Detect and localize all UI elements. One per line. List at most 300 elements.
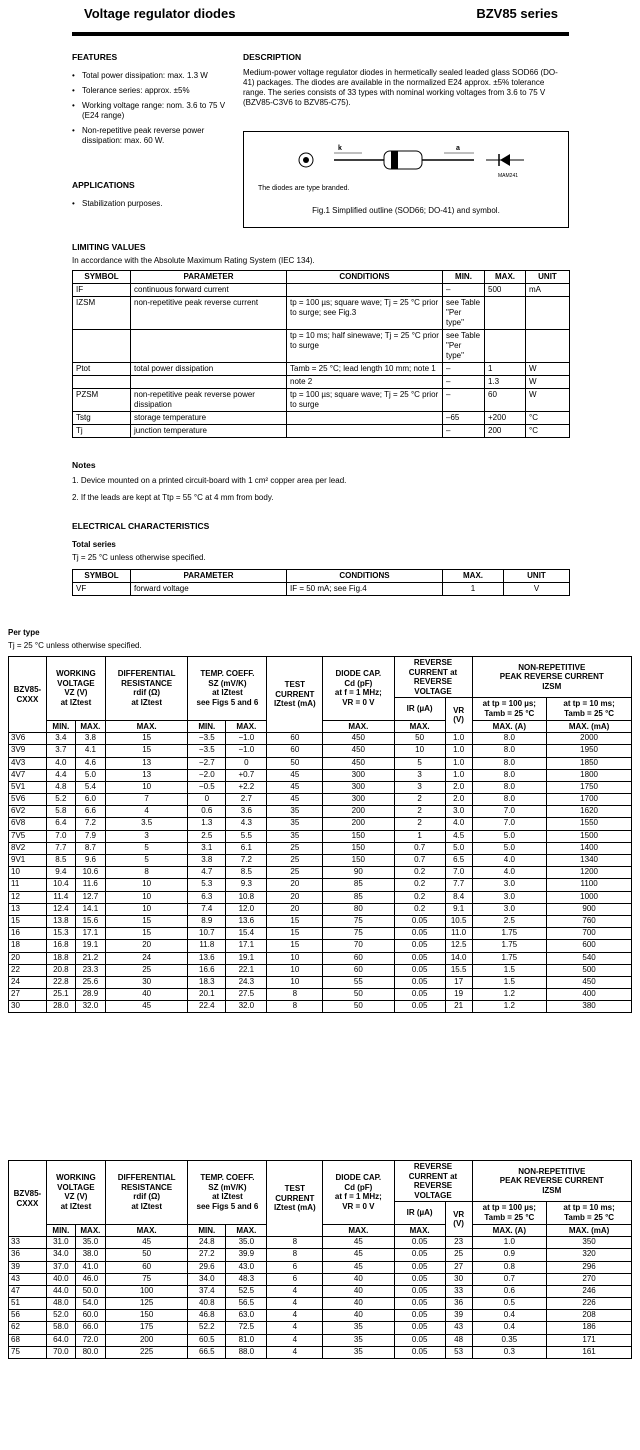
- table-cell: 0.6: [188, 806, 226, 818]
- table-cell: 45: [323, 1237, 394, 1249]
- column-header: WORKING VOLTAGE VZ (V) at IZtest: [46, 1161, 105, 1225]
- table-cell: –: [443, 376, 485, 389]
- table-cell: 10.8: [226, 891, 267, 903]
- table-cell: 0.2: [394, 879, 445, 891]
- table-cell: 45: [105, 1237, 187, 1249]
- table-cell: 16.8: [46, 940, 75, 952]
- table-cell: 12.0: [226, 903, 267, 915]
- table-cell: 0.05: [394, 976, 445, 988]
- table-cell: 21: [445, 1001, 472, 1013]
- column-header: DIFFERENTIAL RESISTANCE rdif (Ω) at IZtest: [105, 1161, 187, 1225]
- table-cell: IF: [73, 284, 131, 297]
- limiting-values-body: [73, 284, 570, 438]
- table-cell: 5.5: [226, 830, 267, 842]
- table-cell: −2.7: [188, 757, 226, 769]
- table-cell: +200: [485, 412, 526, 425]
- table-header-row: [73, 570, 570, 583]
- table-cell: 5.4: [75, 781, 105, 793]
- table-cell: tp = 100 µs; square wave; Tj = 25 °C prior to surge; see Fig.3: [287, 297, 443, 330]
- table-cell: 60.5: [188, 1334, 226, 1346]
- table-cell: 200: [323, 818, 394, 830]
- column-header: REVERSE CURRENT at REVERSE VOLTAGE: [394, 1161, 472, 1202]
- type-cell: 3V6: [9, 733, 47, 745]
- table-cell: 296: [547, 1261, 632, 1273]
- figure-code: MAM241: [498, 173, 519, 179]
- table-cell: PZSM: [73, 389, 131, 412]
- table-cell: 600: [547, 940, 632, 952]
- table-cell: 13: [105, 769, 187, 781]
- column-header: VR (V): [445, 698, 472, 733]
- table-cell: tp = 100 µs; square wave; Tj = 25 °C prior to surge: [287, 389, 443, 412]
- column-header: at tp = 10 ms; Tamb = 25 °C: [547, 1202, 632, 1224]
- table-cell: 3.6: [226, 806, 267, 818]
- table-cell: 52.5: [226, 1285, 267, 1297]
- table-row: [9, 976, 632, 988]
- table-cell: 40.0: [46, 1273, 75, 1285]
- table-cell: continuous forward current: [131, 284, 287, 297]
- table-cell: 81.0: [226, 1334, 267, 1346]
- table-row: [9, 964, 632, 976]
- table-cell: 1550: [547, 818, 632, 830]
- table-cell: 0.5: [472, 1298, 547, 1310]
- table-cell: 0.05: [394, 989, 445, 1001]
- table-cell: 0.8: [472, 1261, 547, 1273]
- table-cell: 11.6: [75, 879, 105, 891]
- table-cell: 0.05: [394, 1001, 445, 1013]
- type-cell: 8V2: [9, 842, 47, 854]
- table-row: [9, 745, 632, 757]
- table-cell: 16.6: [188, 964, 226, 976]
- table-cell: 1.0: [445, 745, 472, 757]
- table-cell: 2000: [547, 733, 632, 745]
- table-cell: 40: [105, 989, 187, 1001]
- column-header: at tp = 100 µs; Tamb = 25 °C: [472, 698, 547, 720]
- features-section: [72, 52, 237, 151]
- table-cell: 150: [323, 830, 394, 842]
- table-cell: 25: [445, 1249, 472, 1261]
- table-cell: 44.0: [46, 1285, 75, 1297]
- table-row: [9, 1001, 632, 1013]
- table-row: [9, 733, 632, 745]
- table-row: [9, 903, 632, 915]
- table-cell: 30: [445, 1273, 472, 1285]
- column-header: PARAMETER: [131, 570, 287, 583]
- table-cell: 60: [323, 952, 394, 964]
- table-cell: 1.75: [472, 928, 547, 940]
- table-cell: 540: [547, 952, 632, 964]
- table-cell: 46.0: [75, 1273, 105, 1285]
- table-cell: 19: [445, 989, 472, 1001]
- table-cell: 150: [323, 842, 394, 854]
- type-column-header: BZV85- CXXX: [9, 1161, 47, 1237]
- table-cell: 13.6: [188, 952, 226, 964]
- table-cell: 35: [323, 1322, 394, 1334]
- table-cell: 55: [323, 976, 394, 988]
- table-cell: 50.0: [75, 1285, 105, 1297]
- table-cell: 2.7: [226, 794, 267, 806]
- type-cell: 18: [9, 940, 47, 952]
- table-header-row: [9, 1161, 632, 1202]
- table-cell: 7.9: [75, 830, 105, 842]
- table-cell: 27.5: [226, 989, 267, 1001]
- table-cell: 45: [323, 1261, 394, 1273]
- type-cell: 13: [9, 903, 47, 915]
- table-cell: 0.2: [394, 867, 445, 879]
- table-cell: storage temperature: [131, 412, 287, 425]
- table-cell: 45: [323, 1249, 394, 1261]
- table-cell: –: [443, 389, 485, 412]
- table-cell: 0.2: [394, 903, 445, 915]
- table-cell: 8.0: [472, 745, 547, 757]
- applications-section: [72, 180, 237, 214]
- table-cell: 4.1: [75, 745, 105, 757]
- table-cell: IZSM: [73, 297, 131, 330]
- table-cell: 1.0: [445, 769, 472, 781]
- table-row: [9, 769, 632, 781]
- table-cell: 66.0: [75, 1322, 105, 1334]
- column-header: UNIT: [504, 570, 570, 583]
- table-cell: IF = 50 mA; see Fig.4: [287, 583, 443, 596]
- table-cell: 225: [105, 1346, 187, 1358]
- table-cell: 45: [267, 769, 323, 781]
- table-cell: 171: [547, 1334, 632, 1346]
- table-cell: 8.9: [188, 915, 226, 927]
- table-cell: 12.5: [445, 940, 472, 952]
- table-row: [9, 781, 632, 793]
- table-cell: 1: [443, 583, 504, 596]
- table-cell: °C: [526, 412, 570, 425]
- table-cell: 226: [547, 1298, 632, 1310]
- table-cell: see Table "Per type": [443, 330, 485, 363]
- table-row: [9, 842, 632, 854]
- table-cell: 200: [485, 425, 526, 438]
- table-cell: 2.5: [188, 830, 226, 842]
- table-cell: 13.8: [46, 915, 75, 927]
- type-cell: 22: [9, 964, 47, 976]
- table-cell: 270: [547, 1273, 632, 1285]
- table-cell: 50: [323, 989, 394, 1001]
- table-cell: 450: [323, 745, 394, 757]
- table-row: [9, 867, 632, 879]
- table-cell: 0.2: [394, 891, 445, 903]
- table-cell: 10: [267, 964, 323, 976]
- electrical-subheading: Total series: [72, 540, 116, 549]
- table-cell: 2.5: [472, 915, 547, 927]
- table-cell: 3.0: [472, 879, 547, 891]
- column-header: MAX. (A): [472, 1224, 547, 1237]
- table-cell: 10: [394, 745, 445, 757]
- table-cell: 54.0: [75, 1298, 105, 1310]
- table-row: [9, 830, 632, 842]
- table-cell: 500: [547, 964, 632, 976]
- table-cell: 85: [323, 879, 394, 891]
- table-cell: 161: [547, 1346, 632, 1358]
- table-cell: W: [526, 376, 570, 389]
- table-cell: 40: [323, 1298, 394, 1310]
- table-cell: 4.0: [472, 855, 547, 867]
- column-header: MAX.: [226, 1224, 267, 1237]
- column-header: REVERSE CURRENT at REVERSE VOLTAGE: [394, 657, 472, 698]
- applications-list: [72, 199, 237, 209]
- table-cell: 11.4: [46, 891, 75, 903]
- table-cell: 45: [105, 1001, 187, 1013]
- table-cell: 186: [547, 1322, 632, 1334]
- table-cell: 7.0: [472, 818, 547, 830]
- table-cell: 60.0: [75, 1310, 105, 1322]
- table-cell: [526, 330, 570, 363]
- table-cell: 58.0: [46, 1322, 75, 1334]
- table-row: [9, 855, 632, 867]
- table-cell: 8.5: [46, 855, 75, 867]
- type-cell: 27: [9, 989, 47, 1001]
- table-cell: 0.05: [394, 1285, 445, 1297]
- table-cell: 0.4: [472, 1310, 547, 1322]
- table-cell: 3.4: [46, 733, 75, 745]
- table-cell: see Table "Per type": [443, 297, 485, 330]
- table-cell: 2: [394, 806, 445, 818]
- table-cell: 36: [445, 1298, 472, 1310]
- table-cell: 0.05: [394, 1346, 445, 1358]
- table-cell: 13: [105, 757, 187, 769]
- column-header: MAX.: [485, 271, 526, 284]
- table-cell: junction temperature: [131, 425, 287, 438]
- table-cell: 1.75: [472, 952, 547, 964]
- table-cell: 30: [105, 976, 187, 988]
- table-cell: 14.0: [445, 952, 472, 964]
- table-cell: 1800: [547, 769, 632, 781]
- table-cell: 37.4: [188, 1285, 226, 1297]
- table-cell: 8: [267, 1249, 323, 1261]
- table-cell: 31.0: [46, 1237, 75, 1249]
- table-cell: 1340: [547, 855, 632, 867]
- table-row: [9, 1346, 632, 1358]
- type-cell: 51: [9, 1298, 47, 1310]
- table-cell: [485, 297, 526, 330]
- table-cell: W: [526, 389, 570, 412]
- table-header-row: [73, 271, 570, 284]
- table-cell: 25: [267, 842, 323, 854]
- column-header: MAX.: [105, 720, 187, 733]
- table-cell: 70: [323, 940, 394, 952]
- table-cell: [287, 412, 443, 425]
- table-cell: 0.9: [472, 1249, 547, 1261]
- table-cell: 500: [485, 284, 526, 297]
- table-cell: 175: [105, 1322, 187, 1334]
- table-cell: 10: [105, 891, 187, 903]
- table-cell: 8.0: [472, 781, 547, 793]
- table-cell: [526, 297, 570, 330]
- table-cell: 17.1: [226, 940, 267, 952]
- table-cell: 1750: [547, 781, 632, 793]
- table-cell: 63.0: [226, 1310, 267, 1322]
- table-cell: 80.0: [75, 1346, 105, 1358]
- table-cell: 18.8: [46, 952, 75, 964]
- table-cell: 300: [323, 781, 394, 793]
- column-header: TEMP. COEFF. SZ (mV/K) at IZtest see Figs 5 and 6: [188, 657, 267, 721]
- table-cell: 32.0: [75, 1001, 105, 1013]
- table-cell: 52.0: [46, 1310, 75, 1322]
- table-cell: 1: [394, 830, 445, 842]
- column-header: MAX.: [394, 1224, 445, 1237]
- column-header: at tp = 10 ms; Tamb = 25 °C: [547, 698, 632, 720]
- table-cell: 0.4: [472, 1322, 547, 1334]
- type-cell: 39: [9, 1261, 47, 1273]
- table-row: [9, 1261, 632, 1273]
- column-header: MAX.: [394, 720, 445, 733]
- table-cell: +0.7: [226, 769, 267, 781]
- table-cell: 50: [394, 733, 445, 745]
- table-cell: 1700: [547, 794, 632, 806]
- table-cell: 80: [323, 903, 394, 915]
- table-cell: 4.3: [226, 818, 267, 830]
- table-row: [9, 891, 632, 903]
- table-cell: 34.0: [46, 1249, 75, 1261]
- table-cell: 25.6: [75, 976, 105, 988]
- table-cell: 0.6: [472, 1285, 547, 1297]
- table-cell: 8.0: [472, 757, 547, 769]
- column-header: TEST CURRENT IZtest (mA): [267, 1161, 323, 1237]
- column-header: CONDITIONS: [287, 271, 443, 284]
- table-cell: 125: [105, 1298, 187, 1310]
- table-row: [73, 330, 570, 363]
- column-header: IR (µA): [394, 698, 445, 720]
- table-cell: 20: [267, 891, 323, 903]
- table-cell: 21.2: [75, 952, 105, 964]
- limiting-heading: LIMITING VALUES: [72, 242, 146, 252]
- table-cell: 45: [267, 794, 323, 806]
- table-cell: 4: [267, 1334, 323, 1346]
- type-cell: 16: [9, 928, 47, 940]
- cathode-label: k: [338, 145, 342, 152]
- table-cell: 90: [323, 867, 394, 879]
- table-cell: 15.4: [226, 928, 267, 940]
- table-cell: 150: [323, 855, 394, 867]
- table-row: [73, 284, 570, 297]
- table-cell: Tstg: [73, 412, 131, 425]
- table-cell: 7.7: [445, 879, 472, 891]
- table-cell: 0.35: [472, 1334, 547, 1346]
- table-cell: 246: [547, 1285, 632, 1297]
- table-cell: 0.05: [394, 1310, 445, 1322]
- table-cell: non-repetitive peak reverse power dissipation: [131, 389, 287, 412]
- type-cell: 33: [9, 1237, 47, 1249]
- page-title: Voltage regulator diodes: [84, 6, 236, 21]
- type-cell: 20: [9, 952, 47, 964]
- table-row: [73, 376, 570, 389]
- table-cell: 1950: [547, 745, 632, 757]
- table-cell: 3.5: [105, 818, 187, 830]
- table-cell: 15: [267, 928, 323, 940]
- type-cell: 5V1: [9, 781, 47, 793]
- table-cell: 1.3: [188, 818, 226, 830]
- table-cell: 75: [323, 915, 394, 927]
- table-cell: 85: [323, 891, 394, 903]
- table-cell: 20.1: [188, 989, 226, 1001]
- per-type-condition: Tj = 25 °C unless otherwise specified.: [8, 641, 142, 650]
- column-header: MAX. (A): [472, 720, 547, 733]
- table-cell: 10.6: [75, 867, 105, 879]
- column-header: at tp = 100 µs; Tamb = 25 °C: [472, 1202, 547, 1224]
- table-cell: mA: [526, 284, 570, 297]
- table-cell: 35: [267, 806, 323, 818]
- figure-note: The diodes are type branded.: [258, 185, 350, 192]
- table-header-row: [9, 657, 632, 698]
- table-cell: 15: [267, 940, 323, 952]
- table-cell: 1.5: [472, 976, 547, 988]
- table-cell: 5: [105, 855, 187, 867]
- table-cell: 35: [267, 818, 323, 830]
- table-cell: 10: [105, 879, 187, 891]
- table-cell: 1620: [547, 806, 632, 818]
- applications-heading: APPLICATIONS: [72, 180, 135, 190]
- table-cell: 0: [226, 757, 267, 769]
- features-heading: FEATURES: [72, 52, 118, 62]
- table-cell: −0.5: [188, 781, 226, 793]
- table-cell: W: [526, 363, 570, 376]
- column-header: MAX.: [75, 1224, 105, 1237]
- column-header: DIODE CAP. Cd (pF) at f = 1 MHz; VR = 0 V: [323, 657, 394, 721]
- table-cell: [131, 376, 287, 389]
- table-cell: 7.0: [472, 806, 547, 818]
- table-row: [9, 928, 632, 940]
- table-cell: 41.0: [75, 1261, 105, 1273]
- table-cell: [485, 330, 526, 363]
- table-cell: 5.8: [46, 806, 75, 818]
- per-type-heading: Per type: [8, 628, 40, 637]
- table-cell: 8: [267, 1237, 323, 1249]
- table-cell: 300: [323, 794, 394, 806]
- table-cell: 4: [267, 1298, 323, 1310]
- table-cell: 46.8: [188, 1310, 226, 1322]
- table-row: [9, 1310, 632, 1322]
- table-cell: 52.2: [188, 1322, 226, 1334]
- table-cell: 27.2: [188, 1249, 226, 1261]
- table-cell: 35: [267, 830, 323, 842]
- table-cell: 5: [105, 842, 187, 854]
- table-cell: 5: [394, 757, 445, 769]
- table-cell: 8: [267, 1001, 323, 1013]
- column-header: MAX.: [75, 720, 105, 733]
- table-cell: Ptot: [73, 363, 131, 376]
- header-rule: [72, 32, 569, 36]
- application-item: • Stabilization purposes.: [72, 199, 237, 209]
- table-cell: 29.6: [188, 1261, 226, 1273]
- table-cell: 2: [394, 818, 445, 830]
- figure-box: [243, 131, 569, 228]
- table-cell: 38.0: [75, 1249, 105, 1261]
- table-cell: 70.0: [46, 1346, 75, 1358]
- table-cell: 0.05: [394, 1261, 445, 1273]
- feature-item: • Total power dissipation: max. 1.3 W: [72, 71, 237, 81]
- table-cell: Tamb = 25 °C; lead length 10 mm; note 1: [287, 363, 443, 376]
- table-cell: 13.6: [226, 915, 267, 927]
- table-cell: 5.0: [472, 842, 547, 854]
- column-header: VR (V): [445, 1202, 472, 1237]
- features-list: [72, 71, 237, 146]
- table-cell: 39.9: [226, 1249, 267, 1261]
- table-cell: 50: [105, 1249, 187, 1261]
- table-cell: 0.05: [394, 928, 445, 940]
- type-column-header: BZV85- CXXX: [9, 657, 47, 733]
- table-cell: 43.0: [226, 1261, 267, 1273]
- table-cell: 25.1: [46, 989, 75, 1001]
- table-cell: 39: [445, 1310, 472, 1322]
- table-cell: 60: [323, 964, 394, 976]
- feature-item: • Working voltage range: nom. 3.6 to 75 V (E24 range): [72, 101, 237, 121]
- table-cell: 4.0: [445, 818, 472, 830]
- table-cell: 9.3: [226, 879, 267, 891]
- table-cell: 5.3: [188, 879, 226, 891]
